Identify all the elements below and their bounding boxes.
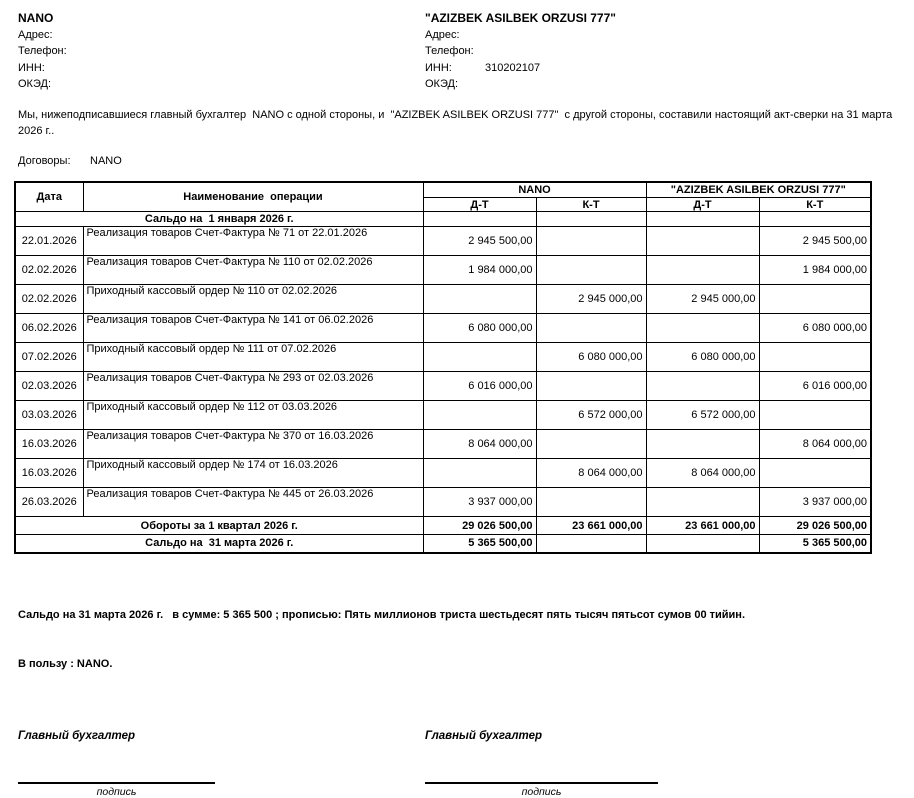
operation-cell: Приходный кассовый ордер № 111 от 07.02.2026	[83, 343, 423, 372]
amount-cell: 23 661 000,00	[536, 517, 646, 535]
contracts-value: NANO	[90, 154, 122, 167]
date-cell: 16.03.2026	[15, 459, 83, 488]
amount-cell: 2 945 000,00	[646, 285, 759, 314]
amount-cell: 2 945 500,00	[423, 227, 536, 256]
amount-cell: 8 064 000,00	[423, 430, 536, 459]
amount-cell: 5 365 500,00	[759, 535, 871, 553]
date-cell: 22.01.2026	[15, 227, 83, 256]
amount-cell	[536, 314, 646, 343]
address-label: Адрес:	[18, 28, 53, 41]
amount-cell	[646, 212, 759, 227]
table-row	[15, 401, 871, 430]
amount-cell: 2 945 000,00	[536, 285, 646, 314]
section-label-cell: Сальдо на 31 марта 2026 г.	[15, 535, 423, 553]
date-cell: 16.03.2026	[15, 430, 83, 459]
amount-cell	[423, 212, 536, 227]
amount-cell	[423, 285, 536, 314]
amount-cell	[536, 212, 646, 227]
amount-cell	[759, 285, 871, 314]
column-header-operation: Наименование операции	[83, 182, 423, 212]
amount-cell	[423, 343, 536, 372]
amount-cell: 3 937 000,00	[423, 488, 536, 517]
operation-cell: Приходный кассовый ордер № 174 от 16.03.2026	[83, 459, 423, 488]
signature-titles	[0, 730, 914, 742]
operation-cell: Реализация товаров Счет-Фактура № 293 от 02.03.2026	[83, 372, 423, 401]
phone-label: Телефон:	[18, 45, 67, 57]
amount-cell: 6 080 000,00	[536, 343, 646, 372]
table-row	[15, 256, 871, 285]
amount-cell	[423, 401, 536, 430]
party-right-address-row	[425, 27, 914, 44]
party-right-inn-row	[425, 60, 914, 77]
section-label-cell: Сальдо на 1 января 2026 г.	[15, 212, 423, 227]
operation-cell: Приходный кассовый ордер № 110 от 02.02.2026	[83, 285, 423, 314]
amount-cell	[646, 488, 759, 517]
amount-cell	[759, 401, 871, 430]
amount-cell	[646, 430, 759, 459]
signature-caption: подпись	[521, 785, 562, 798]
amount-cell	[536, 488, 646, 517]
table-row	[15, 430, 871, 459]
date-cell: 02.02.2026	[15, 285, 83, 314]
oked-label: ОКЭД:	[425, 78, 459, 90]
party-right-oked-row	[425, 76, 914, 93]
amount-cell	[759, 459, 871, 488]
party-left	[18, 10, 425, 93]
amount-cell	[759, 212, 871, 227]
amount-cell: 8 064 000,00	[536, 459, 646, 488]
amount-cell	[646, 256, 759, 285]
signature-caption: подпись	[96, 785, 137, 798]
table-row	[15, 285, 871, 314]
chief-accountant-title-right: Главный бухгалтер	[425, 729, 543, 742]
signature-line	[18, 782, 215, 784]
operation-cell: Реализация товаров Счет-Фактура № 370 от 16.03.2026	[83, 430, 423, 459]
party-left-phone-row	[18, 43, 425, 60]
amount-cell: 6 572 000,00	[536, 401, 646, 430]
parties-header	[0, 10, 914, 93]
operation-cell: Реализация товаров Счет-Фактура № 71 от 22.01.2026	[83, 227, 423, 256]
table-row-total	[15, 535, 871, 553]
amount-cell	[536, 256, 646, 285]
signature-lines	[0, 782, 914, 798]
inn-label: ИНН:	[18, 61, 45, 74]
column-group-counterparty: "AZIZBEK ASILBEK ORZUSI 777"	[646, 182, 871, 198]
amount-cell: 2 945 500,00	[759, 227, 871, 256]
amount-cell: 6 016 000,00	[423, 372, 536, 401]
date-cell: 02.02.2026	[15, 256, 83, 285]
table-row-section	[15, 212, 871, 227]
summary-in-favor-line: В пользу : NANO.	[18, 658, 113, 670]
contracts-row	[18, 155, 914, 167]
amount-cell	[423, 459, 536, 488]
party-right	[425, 10, 914, 93]
amount-cell: 8 064 000,00	[759, 430, 871, 459]
party-left-inn-row	[18, 60, 425, 77]
amount-cell: 3 937 000,00	[759, 488, 871, 517]
amount-cell: 1 984 000,00	[423, 256, 536, 285]
section-label-cell: Обороты за 1 квартал 2026 г.	[15, 517, 423, 535]
chief-accountant-title-left: Главный бухгалтер	[18, 729, 136, 742]
inn-label: ИНН:	[425, 61, 452, 74]
address-label: Адрес:	[425, 28, 460, 41]
date-cell: 02.03.2026	[15, 372, 83, 401]
party-left-address-row	[18, 27, 425, 44]
amount-cell: 8 064 000,00	[646, 459, 759, 488]
table-row	[15, 488, 871, 517]
amount-cell	[646, 314, 759, 343]
operation-cell: Реализация товаров Счет-Фактура № 141 от 06.02.2026	[83, 314, 423, 343]
amount-cell: 29 026 500,00	[759, 517, 871, 535]
operation-cell: Приходный кассовый ордер № 112 от 03.03.2026	[83, 401, 423, 430]
table-row-total	[15, 517, 871, 535]
amount-cell: 6 016 000,00	[759, 372, 871, 401]
operation-cell: Реализация товаров Счет-Фактура № 445 от 26.03.2026	[83, 488, 423, 517]
party-right-name: "AZIZBEK ASILBEK ORZUSI 777"	[425, 11, 616, 25]
amount-cell	[536, 372, 646, 401]
signature-line	[425, 782, 658, 784]
date-cell: 07.02.2026	[15, 343, 83, 372]
table-row	[15, 459, 871, 488]
date-cell: 03.03.2026	[15, 401, 83, 430]
table-row	[15, 314, 871, 343]
amount-cell	[536, 535, 646, 553]
amount-cell: 29 026 500,00	[423, 517, 536, 535]
party-left-oked-row	[18, 76, 425, 93]
amount-cell: 6 080 000,00	[759, 314, 871, 343]
oked-label: ОКЭД:	[18, 78, 52, 90]
table-header-row-groups	[15, 182, 871, 198]
column-header-debit: Д-Т	[423, 198, 536, 212]
contracts-label: Договоры:	[18, 154, 71, 167]
date-cell: 06.02.2026	[15, 314, 83, 343]
intro-paragraph: Мы, нижеподписавшиеся главный бухгалтер NANO с одной стороны, и "AZIZBEK ASILBEK ORZUSI 777" с другой стороны, составили настоящий акт-сверки на 31 марта 2026 г..	[18, 108, 896, 137]
date-cell: 26.03.2026	[15, 488, 83, 517]
reconciliation-table	[14, 181, 872, 554]
amount-cell	[646, 535, 759, 553]
signature-block-right	[425, 782, 658, 798]
amount-cell: 5 365 500,00	[423, 535, 536, 553]
act-table-body	[15, 212, 871, 553]
summary-amount-line: Сальдо на 31 марта 2026 г. в сумме: 5 365 500 ; прописью: Пять миллионов триста шестьдесят пять тысяч пятьсот сумов 00 тийин.	[18, 608, 745, 621]
amount-cell	[759, 343, 871, 372]
party-right-phone-row	[425, 43, 914, 60]
column-header-debit: Д-Т	[646, 198, 759, 212]
amount-cell: 6 080 000,00	[646, 343, 759, 372]
column-header-credit: К-Т	[759, 198, 871, 212]
amount-cell: 6 080 000,00	[423, 314, 536, 343]
column-group-nano: NANO	[423, 182, 646, 198]
signature-block-left	[18, 782, 215, 798]
operation-cell: Реализация товаров Счет-Фактура № 110 от 02.02.2026	[83, 256, 423, 285]
table-row	[15, 343, 871, 372]
table-row	[15, 372, 871, 401]
amount-cell	[646, 372, 759, 401]
party-left-name: NANO	[18, 11, 54, 25]
amount-cell	[536, 430, 646, 459]
amount-cell: 6 572 000,00	[646, 401, 759, 430]
column-header-credit: К-Т	[536, 198, 646, 212]
phone-label: Телефон:	[425, 45, 474, 57]
inn-value: 310202107	[485, 61, 541, 74]
table-row	[15, 227, 871, 256]
summary-block	[18, 574, 904, 706]
amount-cell: 23 661 000,00	[646, 517, 759, 535]
amount-cell	[536, 227, 646, 256]
amount-cell: 1 984 000,00	[759, 256, 871, 285]
column-header-date: Дата	[15, 182, 83, 212]
amount-cell	[646, 227, 759, 256]
